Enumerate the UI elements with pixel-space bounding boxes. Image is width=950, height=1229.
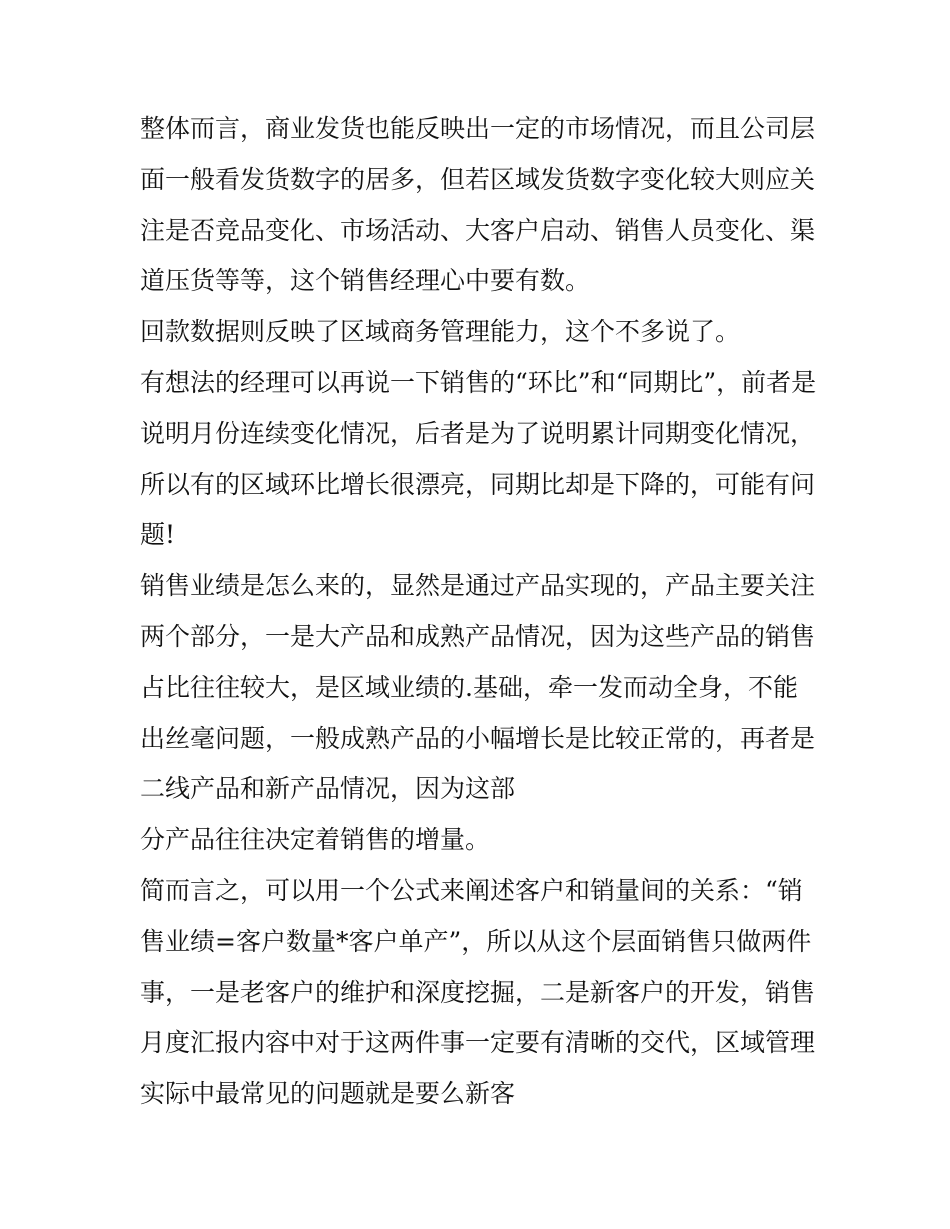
text-line: 月度汇报内容中对于这两件事一定要有清晰的交代，区域管理	[140, 1028, 816, 1058]
text-line: 二线产品和新产品情况，因为这部	[140, 774, 516, 804]
text-line: 题!	[140, 520, 176, 550]
text-line: 分产品往往决定着销售的增量。	[140, 825, 491, 855]
text-line: 道压货等等，这个销售经理心中要有数。	[140, 266, 591, 296]
text-line: 售业绩=客户数量*客户单产”，所以从这个层面销售只做两件	[140, 926, 812, 956]
text-line: 有想法的经理可以再说一下销售的“环比”和“同期比”，前者是	[140, 367, 817, 397]
document-body	[140, 104, 830, 1120]
text-line: 出丝毫问题，一般成熟产品的小幅增长是比较正常的，再者是	[140, 723, 816, 753]
text-line: 占比往往较大，是区域业绩的.基础，牵一发而动全身，不能	[140, 672, 798, 702]
text-line: 销售业绩是怎么来的，显然是通过产品实现的，产品主要关注	[140, 571, 816, 601]
text-line: 所以有的区域环比增长很漂亮，同期比却是下降的，可能有问	[140, 469, 816, 499]
text-line: 两个部分，一是大产品和成熟产品情况，因为这些产品的销售	[140, 621, 816, 651]
text-line: 面一般看发货数字的居多，但若区域发货数字变化较大则应关	[140, 164, 816, 194]
text-line: 简而言之，可以用一个公式来阐述客户和销量间的关系：“销	[140, 875, 803, 905]
text-line: 回款数据则反映了区域商务管理能力，这个不多说了。	[140, 317, 741, 347]
text-line: 实际中最常见的问题就是要么新客	[140, 1079, 516, 1109]
text-line: 注是否竞品变化、市场活动、大客户启动、销售人员变化、渠	[140, 215, 816, 245]
text-line: 说明月份连续变化情况，后者是为了说明累计同期变化情况，	[140, 418, 816, 448]
text-line: 整体而言，商业发货也能反映出一定的市场情况，而且公司层	[140, 114, 816, 143]
text-line: 事，一是老客户的维护和深度挖掘，二是新客户的开发，销售	[140, 977, 816, 1007]
